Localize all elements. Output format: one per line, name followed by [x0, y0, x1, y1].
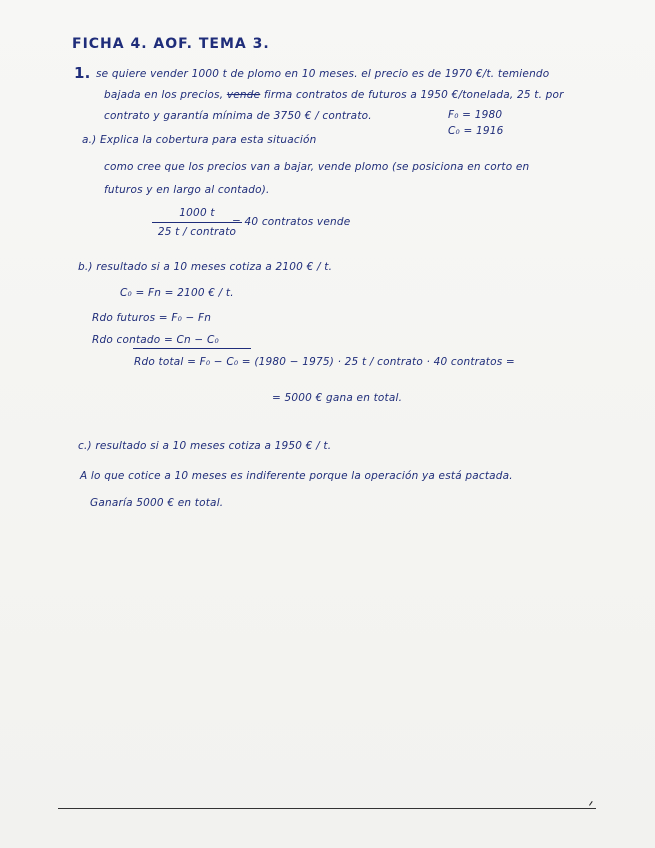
part-a-heading: a.) Explica la cobertura para esta situación [82, 134, 317, 146]
part-b-line-3: Rdo contado = Cn − C₀ [92, 334, 219, 346]
part-c-line-1: A lo que cotice a 10 meses es indiferente porque la operación ya está pactada. [80, 470, 513, 482]
fraction-bar [152, 222, 242, 223]
corner-mark [589, 801, 596, 808]
c0-value: C₀ = 1916 [448, 125, 504, 137]
statement-line-3: contrato y garantía mínima de 3750 € / contrato. [104, 110, 372, 122]
part-a-line-2: futuros y en largo al contado). [104, 184, 270, 196]
fraction-numerator: 1000 t [179, 207, 215, 219]
f0-value: F₀ = 1980 [448, 109, 503, 121]
part-b-line-4: Rdo total = F₀ − C₀ = (1980 − 1975) · 25 t / contrato · 40 contratos = [134, 356, 515, 368]
part-b-line-2: Rdo futuros = F₀ − Fn [92, 312, 212, 324]
part-b-heading: b.) resultado si a 10 meses cotiza a 2100 € / t. [78, 261, 333, 273]
part-c-line-2: Ganaría 5000 € en total. [90, 497, 224, 509]
contracts-fraction [152, 207, 242, 238]
problem-number: 1. [74, 64, 91, 82]
statement-line-2a: bajada en los precios, [104, 89, 224, 101]
part-c-heading: c.) resultado si a 10 meses cotiza a 1950 € / t. [78, 440, 332, 452]
fraction-result: = 40 contratos vende [232, 216, 351, 228]
fraction-denominator: 25 t / contrato [157, 226, 237, 238]
statement-line-2b: firma contratos de futuros a 1950 €/tonelada, 25 t. por [263, 89, 564, 101]
statement-line-2 [104, 89, 564, 101]
part-a-line-1: como cree que los precios van a bajar, vende plomo (se posiciona en corto en [104, 161, 530, 173]
part-b-line-1: C₀ = Fn = 2100 € / t. [120, 287, 234, 299]
struck-word: vende [226, 89, 261, 101]
statement-line-1: se quiere vender 1000 t de plomo en 10 meses. el precio es de 1970 €/t. temiendo [96, 68, 550, 80]
bottom-rule [58, 808, 596, 809]
worksheet-title: FICHA 4. AOF. TEMA 3. [72, 36, 270, 52]
part-b-line-5: = 5000 € gana en total. [272, 392, 403, 404]
overline [133, 348, 251, 349]
